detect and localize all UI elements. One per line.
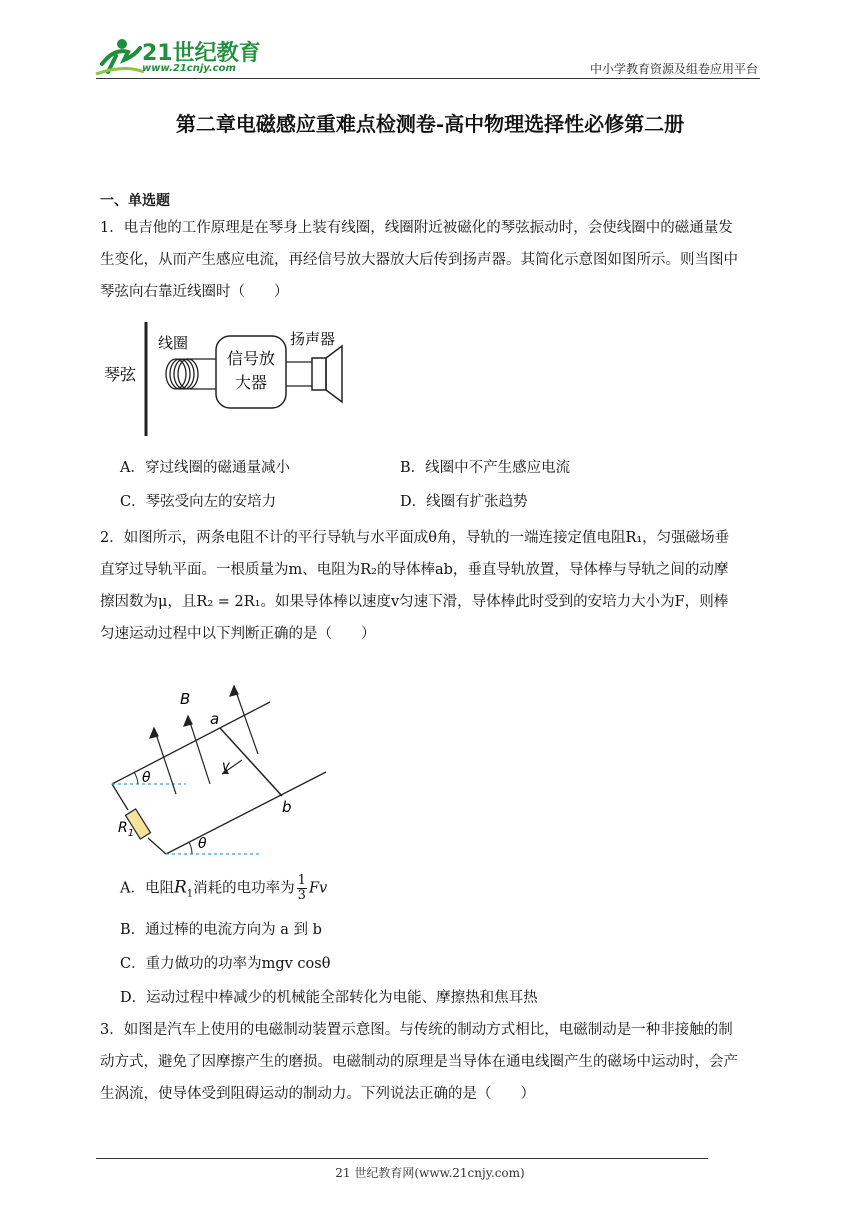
- amplifier-label-1: 信号放: [226, 349, 276, 368]
- speaker-label: 扬声器: [290, 330, 336, 348]
- velocity-label: v: [222, 759, 230, 774]
- q1-option-d[interactable]: D．线圈有扩张趋势: [400, 494, 528, 510]
- r1-label: $R_1$: [118, 820, 135, 839]
- q3-line-1: 3．如图是汽车上使用的电磁制动装置示意图。与传统的制动方式相比，电磁制动是一种非接触的制: [100, 1022, 733, 1038]
- section-heading: 一、单选题: [100, 193, 170, 209]
- question-2-text: [100, 522, 760, 650]
- q3-line-2: 动方式，避免了因摩擦产生的磨损。电磁制动的原理是当导体在通电线圈产生的磁场中运动时，会产: [100, 1054, 738, 1070]
- q3-line-3: 生涡流，使导体受到阻碍运动的制动力。下列说法正确的是（ ）: [100, 1086, 535, 1102]
- fraction: $\frac{1}{3}$: [297, 873, 306, 903]
- rail-diagram: [110, 684, 340, 860]
- speaker-icon: [312, 346, 342, 402]
- q1-line-1: 1．电吉他的工作原理是在琴身上装有线圈，线圈附近被磁化的琴弦振动时，会使线圈中的磁通量发: [100, 220, 733, 236]
- point-a-label: a: [210, 710, 220, 728]
- logo-url: www.21cnjy.com: [142, 63, 236, 74]
- guitar-diagram: [100, 318, 350, 440]
- q2-option-d[interactable]: D．运动过程中棒减少的机械能全部转化为电能、摩擦热和焦耳热: [120, 990, 538, 1006]
- footer-text: 21 世纪教育网(www.21cnjy.com): [335, 1166, 525, 1180]
- q2-line-2: 直穿过导轨平面。一根质量为m、电阻为R₂的导体棒ab，垂直导轨放置，导体棒与导轨之间的动摩: [100, 562, 729, 578]
- q2-option-a[interactable]: A．电阻$R_1$消耗的电功率为 $\frac{1}{3}$ Fv: [120, 873, 328, 903]
- string-label: 琴弦: [104, 365, 137, 384]
- theta-label-1: θ: [142, 770, 151, 786]
- q2-line-4: 匀速运动过程中以下判断正确的是（ ）: [100, 626, 376, 642]
- header-divider: [96, 78, 760, 79]
- q2-line-1: 2．如图所示，两条电阻不计的平行导轨与水平面成θ角，导轨的一端连接定值电阻R₁，匀强磁场垂: [100, 530, 730, 546]
- q2-option-c[interactable]: C．重力做功的功率为mgv cosθ: [120, 956, 331, 972]
- theta-label-2: θ: [198, 836, 207, 852]
- page-title: 第二章电磁感应重难点检测卷-高中物理选择性必修第二册: [175, 112, 685, 136]
- amplifier-box: [216, 336, 286, 408]
- b-field-label: B: [180, 690, 191, 708]
- q1-option-c[interactable]: C．琴弦受向左的安培力: [120, 494, 277, 510]
- q1-option-a[interactable]: A．穿过线圈的磁通量减小: [120, 460, 290, 476]
- q1-line-2: 生变化，从而产生感应电流，再经信号放大器放大后传到扬声器。其简化示意图如图所示。则当图中: [100, 252, 738, 268]
- coil-label: 线圈: [158, 334, 189, 352]
- platform-label: 中小学教育资源及组卷应用平台: [589, 62, 758, 76]
- q1-option-b[interactable]: B．线圈中不产生感应电流: [400, 460, 571, 476]
- q2-option-b[interactable]: B．通过棒的电流方向为 a 到 b: [120, 922, 322, 938]
- logo-text: 21世纪教育: [142, 41, 261, 66]
- amplifier-label-2: 大器: [234, 373, 268, 392]
- point-b-label: b: [282, 798, 292, 816]
- coil-icon: [166, 359, 198, 389]
- question-3-text: [100, 1014, 760, 1110]
- magnetic-field-arrows: [150, 686, 258, 794]
- q2-line-3: 擦因数为μ，且R₂ = 2R₁。如果导体棒以速度v匀速下滑，导体棒此时受到的安培力大小为F，则棒: [100, 594, 729, 610]
- footer-divider: [96, 1158, 708, 1159]
- question-1-text: [100, 212, 760, 308]
- q1-line-3: 琴弦向右靠近线圈时（ ）: [100, 284, 289, 300]
